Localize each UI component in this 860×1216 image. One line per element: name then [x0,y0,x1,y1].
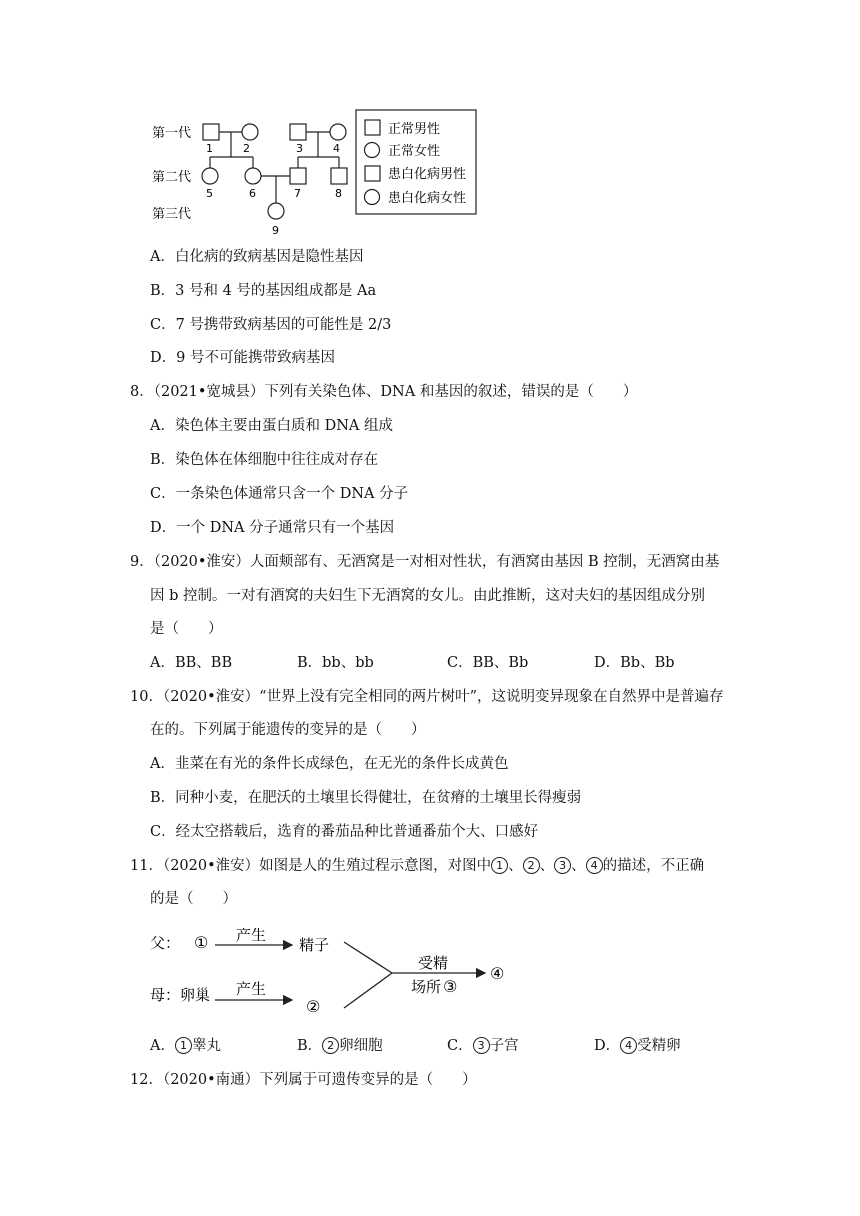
gen-label-1: 第一代 [152,126,192,141]
q9-option-c: C．BB、Bb [447,655,529,671]
legend-normal-male: 正常男性 [388,122,441,137]
mother-label: 母：卵巢 [150,986,211,1004]
legend-affected-male: 患白化病男性 [388,167,467,182]
q12-stem: 12．（2020•南通）下列属于可遗传变异的是（ ） [130,1072,477,1088]
q10-stem-line-1: 10．（2020•淮安）“世界上没有完全相同的两片树叶”，这说明变异现象在自然界中是普遍存 [130,689,724,705]
individual-6 [245,168,261,184]
q10-option-c: C．经太空搭载后，选育的番茄品种比普通番茄个大、口感好 [150,824,539,840]
gen-label-2: 第二代 [152,170,192,185]
number-5: 5 [206,187,213,200]
number-3: 3 [296,142,303,155]
q9-stem-line-1: 9．（2020•淮安）人面颊部有、无酒窝是一对相对性状，有酒窝由基因 B 控制，无酒窝由基 [130,554,720,570]
produce-label-bottom: 产生 [236,980,267,998]
number-1: 1 [206,142,213,155]
individual-7 [290,168,306,184]
individual-1 [203,124,219,140]
reproduction-diagram [0,928,860,1018]
mark-2: ② [306,997,321,1016]
place-label: 场所 [411,978,442,996]
produce-label-top: 产生 [236,928,267,944]
q10-option-b: B．同种小麦，在肥沃的土壤里长得健壮，在贫瘠的土壤里长得瘦弱 [150,790,582,806]
number-7: 7 [294,187,301,200]
q11-stem-line-1: 11．（2020•淮安）如图是人的生殖过程示意图，对图中 1 、 2 、 3 、 4 的描述，不正确 [130,858,705,874]
q10-option-a: A．韭菜在有光的条件长成绿色，在无光的条件长成黄色 [150,756,509,772]
q7-option-c: C．7 号携带致病基因的可能性是 2/3 [150,317,392,333]
individual-5 [202,168,218,184]
q9-stem-line-3: 是（ ） [150,621,223,637]
number-9: 9 [272,224,279,237]
pedigree-chart [0,0,860,240]
q11-option-a: A． 1 睾丸 [150,1038,221,1054]
pedigree-legend [356,110,476,214]
individual-2 [242,124,258,140]
number-8: 8 [335,187,342,200]
fertilize-label: 受精 [418,954,449,972]
q11-option-d: D． 4 受精卵 [594,1038,681,1054]
individual-3 [290,124,306,140]
q11-option-b: B． 2 卵细胞 [297,1038,383,1054]
q7-option-a: A．白化病的致病基因是隐性基因 [150,249,364,265]
q9-option-b: B．bb、bb [297,655,374,671]
number-6: 6 [249,187,256,200]
sperm-label: 精子 [299,936,330,954]
q9-stem-line-2: 因 b 控制。一对有酒窝的夫妇生下无酒窝的女儿。由此推断，这对夫妇的基因组成分别 [150,588,705,604]
q11-stem-line-2: 的是（ ） [150,891,237,907]
number-4: 4 [333,142,340,155]
individual-4 [330,124,346,140]
q11-option-c: C． 3 子宫 [447,1038,519,1054]
mark-4: ④ [490,964,505,983]
mark-3: ③ [443,977,458,996]
individual-9 [268,203,284,219]
legend-normal-female: 正常女性 [388,144,441,159]
legend-affected-female: 患白化病女性 [388,191,467,206]
q8-stem: 8．（2021•宽城县）下列有关染色体、DNA 和基因的叙述，错误的是（ ） [130,384,638,400]
q9-option-a: A．BB、BB [150,655,233,671]
number-2: 2 [243,142,250,155]
q9-option-d: D．Bb、Bb [594,655,675,671]
q10-stem-line-2: 在的。下列属于能遗传的变异的是（ ） [150,722,426,738]
mark-1: ① [194,933,209,952]
individual-8 [331,168,347,184]
q7-option-b: B．3 号和 4 号的基因组成都是 Aa [150,283,377,299]
q8-option-a: A．染色体主要由蛋白质和 DNA 组成 [150,418,393,434]
q7-option-d: D．9 号不可能携带致病基因 [150,350,335,366]
q8-option-b: B．染色体在体细胞中往往成对存在 [150,452,379,468]
q8-option-d: D．一个 DNA 分子通常只有一个基因 [150,520,395,536]
gen-label-3: 第三代 [152,207,192,222]
q8-option-c: C．一条染色体通常只含一个 DNA 分子 [150,486,409,502]
father-label: 父： [150,934,181,952]
